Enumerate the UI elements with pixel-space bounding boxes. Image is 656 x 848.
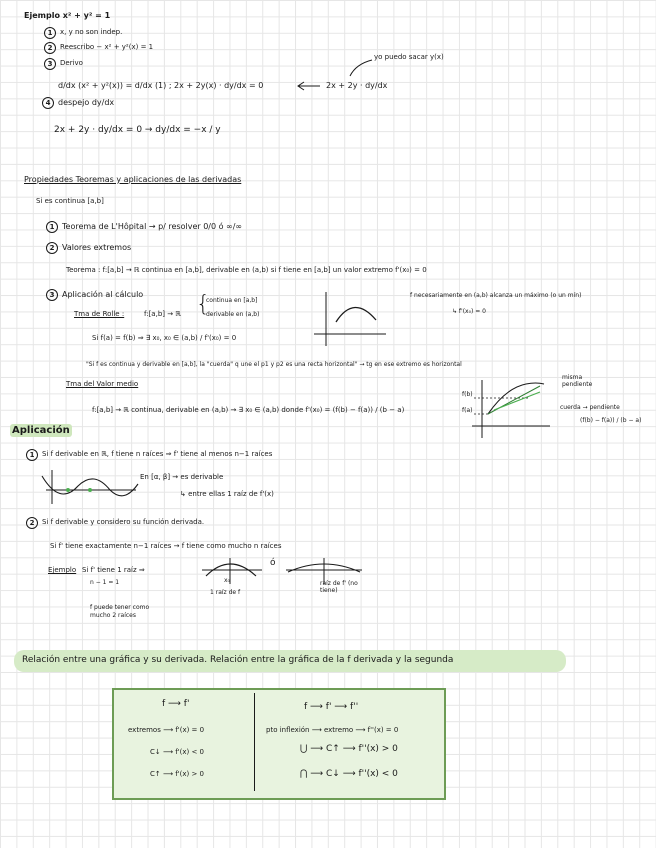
example-graph-2-caption: raíz de f' (no tiene) — [320, 580, 358, 594]
left-row-extremos: extremos ⟶ f'(x) = 0 — [128, 726, 205, 734]
rolle-label: Tma de Rolle : — [74, 310, 125, 318]
relacion-title: Relación entre una gráfica y su derivada. Relación entre la gráfica de la f derivada y la segunda — [22, 655, 454, 665]
left-header: f ⟶ f' — [162, 699, 190, 709]
apl-number-1: 1 — [26, 449, 38, 461]
apl-1-interval: En [α, β] → es derivable — [140, 473, 224, 481]
rolle-quote: "Si f es continua y derivable en [a,b], la "cuerda" q une el p1 y p2 es una recta horizontal" → tg en ese extremo es horizontal — [86, 361, 462, 368]
item-number-3: 3 — [46, 289, 58, 301]
ejemplo-conclusion: f puede tener como mucho 2 raíces — [90, 604, 150, 619]
right-header: f ⟶ f' ⟶ f'' — [304, 702, 359, 712]
or-separator: ó — [270, 558, 276, 568]
graph-label-fa: f(a) — [462, 407, 473, 414]
left-row-decreciente: C↓ ⟶ f'(x) < 0 — [150, 748, 205, 756]
rolle-condition-1: continua en [a,b] — [206, 297, 258, 304]
step-3-note: yo puedo sacar y(x) — [374, 53, 444, 61]
step-3-formula: d/dx (x² + y²(x)) = d/dx (1) ; 2x + 2y(x) · dy/dx = 0 — [58, 81, 264, 90]
tvm-label: Tma del Valor medio — [66, 380, 139, 388]
item-number-2: 2 — [46, 242, 58, 254]
continuous-condition: Si es continua [a,b] — [36, 197, 104, 205]
step-2-text: Reescribo − x² + y²(x) = 1 — [60, 43, 154, 51]
rolle-graph — [312, 290, 388, 348]
step-4-formula: 2x + 2y · dy/dx = 0 → dy/dx = −x / y — [54, 125, 221, 135]
item-2-extremos: Valores extremos — [62, 243, 132, 252]
step-number-1: 1 — [44, 27, 56, 39]
apl-2-text: Si f derivable y considero su función derivada. — [42, 518, 205, 526]
tvm-text: f:[a,b] → ℝ continua, derivable en (a,b) → ∃ x₀ ∈ (a,b) donde f'(x₀) = (f(b) − f(a)) / (b − a) — [92, 406, 405, 414]
step-1-text: x, y no son indep. — [60, 28, 123, 36]
right-row-concava-abajo: ⋂ ⟶ C↓ ⟶ f''(x) < 0 — [300, 769, 398, 779]
right-row-concava-arriba: ⋃ ⟶ C↑ ⟶ f''(x) > 0 — [300, 744, 398, 754]
example-graph-1-caption: 1 raíz de f — [210, 589, 241, 596]
section-title-aplicacion: Aplicación — [12, 425, 70, 436]
apl-1-text: Si f derivable en ℝ, f tiene n raíces ⇒ f' tiene al menos n−1 raíces — [42, 450, 273, 458]
step-4-text: despejo dy/dx — [58, 98, 115, 107]
graph-label-fb: f(b) — [462, 391, 473, 398]
step-number-3: 3 — [44, 58, 56, 70]
graph-note-fraction: (f(b) − f(a)) / (b − a) — [580, 417, 642, 424]
step-3-rhs: 2x + 2y · dy/dx — [326, 81, 388, 90]
item-1-lhopital: Teorema de L'Hôpital → p/ resolver 0/0 ó ∞/∞ — [62, 222, 243, 231]
item-number-1: 1 — [46, 221, 58, 233]
ejemplo-label: Ejemplo — [48, 566, 77, 574]
rolle-brace: { — [196, 292, 210, 317]
apl-2-line: Si f' tiene exactamente n−1 raíces → f tiene como mucho n raíces — [50, 542, 282, 550]
section-title-propiedades: Propiedades Teoremas y aplicaciones de las derivadas — [24, 175, 242, 184]
right-row-inflexion: pto inflexión ⟶ extremo ⟶ f''(x) = 0 — [266, 726, 399, 734]
step-number-4: 4 — [42, 97, 54, 109]
rolle-function: f:[a,b] → ℝ — [144, 310, 181, 318]
item-3-aplicacion: Aplicación al cálculo — [62, 290, 144, 299]
roots-graph — [38, 466, 142, 506]
step-number-2: 2 — [44, 42, 56, 54]
relacion-divider — [254, 693, 255, 791]
example-graph-1 — [200, 556, 264, 586]
apl-number-2: 2 — [26, 517, 38, 529]
rolle-if: Si f(a) = f(b) ⇒ ∃ x₀, x₀ ∈ (a,b) / f'(x₀) = 0 — [92, 334, 237, 342]
graph-note-cuerda: cuerda → pendiente — [560, 404, 620, 411]
left-row-creciente: C↑ ⟶ f'(x) > 0 — [150, 770, 205, 778]
step-3-text: Derivo — [60, 59, 83, 67]
example-header: Ejemplo x² + y² = 1 — [24, 11, 111, 20]
ejemplo-text: Si f' tiene 1 raíz ⇒ — [82, 566, 145, 574]
example-graph-1-x0: x₀ — [224, 577, 230, 584]
ejemplo-n-calc: n − 1 = 1 — [90, 579, 120, 586]
graph-note-misma-pendiente: misma pendiente — [562, 374, 593, 388]
rolle-condition-2: derivable en (a,b) — [206, 311, 260, 318]
mean-value-graph — [470, 378, 560, 440]
rolle-note-2: ↳ f'(x₀) = 0 — [452, 308, 486, 315]
apl-1-between: ↳ entre ellas 1 raíz de f'(x) — [180, 490, 274, 498]
extremos-theorem: Teorema : f:[a,b] → ℝ continua en [a,b], derivable en (a,b) si f tiene en [a,b] un valor extremo f'(x₀) = 0 — [66, 266, 427, 274]
rolle-note-1: f necesariamente en (a,b) alcanza un máximo (o un mín) — [410, 292, 582, 299]
